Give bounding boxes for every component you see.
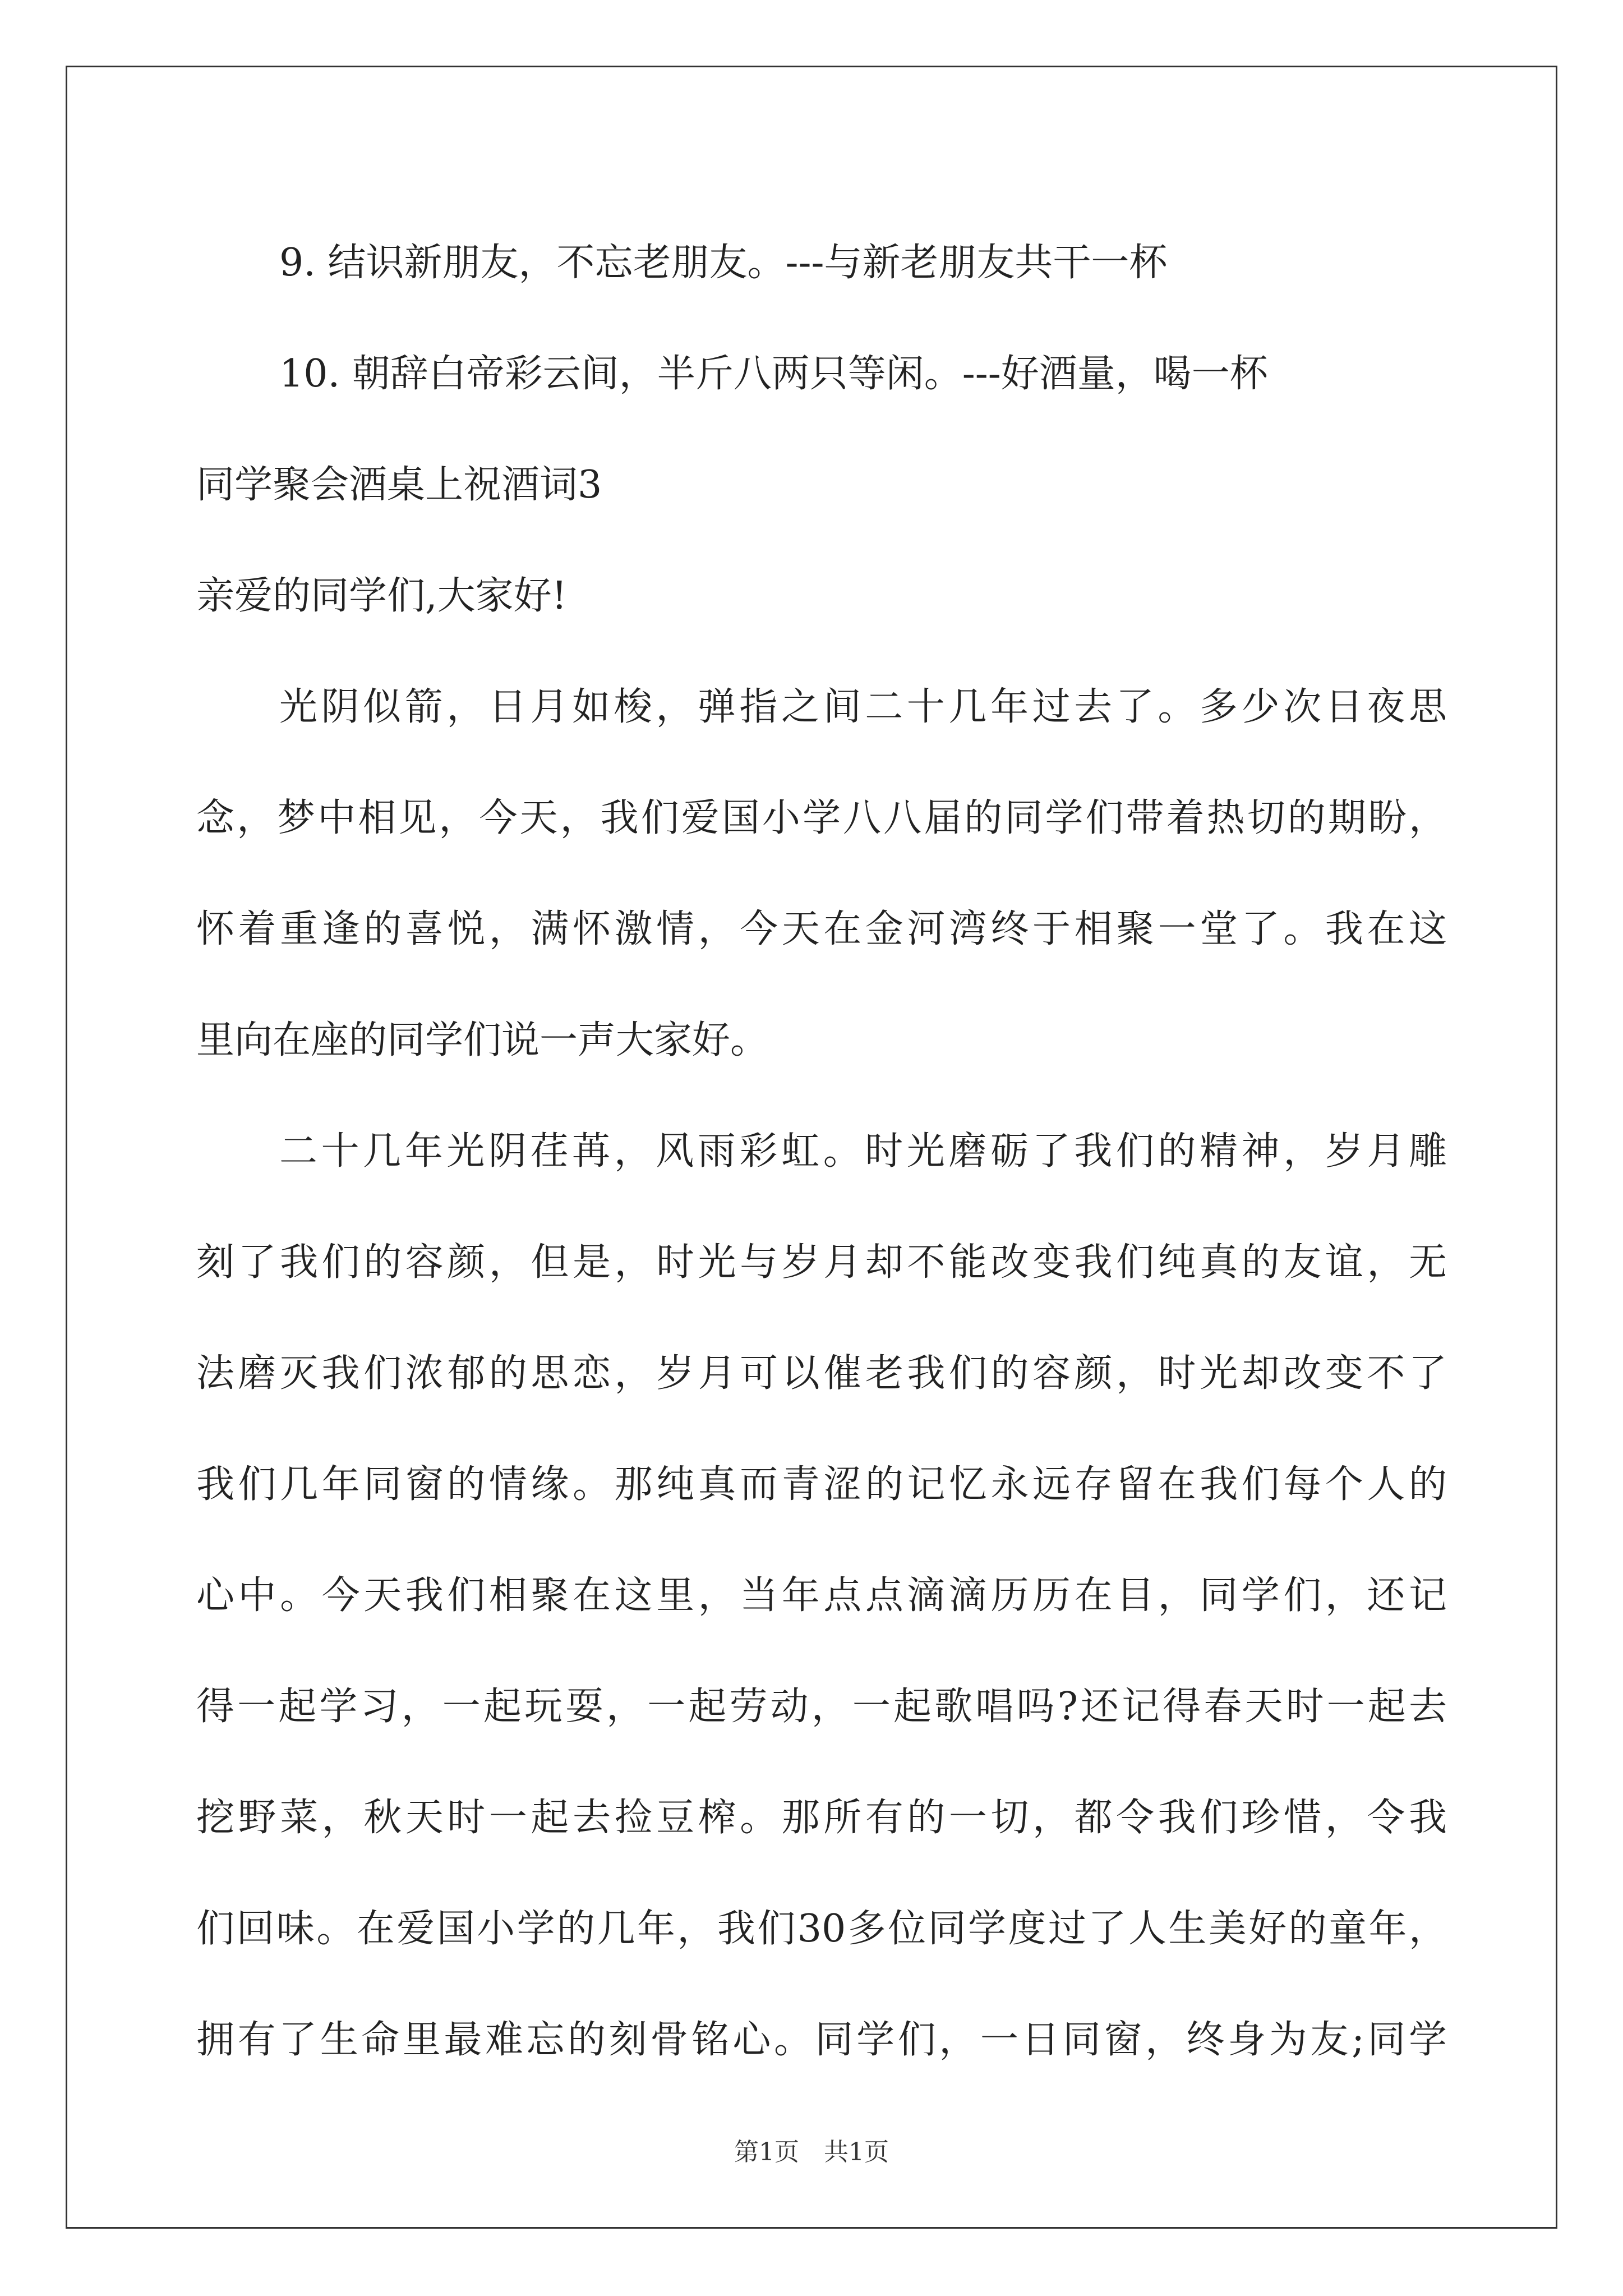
list-item-10: 10. 朝辞白帝彩云间，半斤八两只等闲。---好酒量，喝一杯 bbox=[279, 352, 1268, 396]
paragraph-1-line-3: 怀着重逢的喜悦，满怀激情，今天在金河湾终于相聚一堂了。我在这 bbox=[196, 907, 1447, 951]
document-body bbox=[196, 208, 1447, 2096]
list-item-9: 9. 结识新朋友，不忘老朋友。---与新老朋友共干一杯 bbox=[279, 241, 1168, 285]
paragraph-1-line-1: 光阴似箭，日月如梭，弹指之间二十几年过去了。多少次日夜思 bbox=[279, 685, 1447, 729]
paragraph-2-line-2: 刻了我们的容颜，但是，时光与岁月却不能改变我们纯真的友谊，无 bbox=[196, 1240, 1447, 1285]
paragraph-2-line-3: 法磨灭我们浓郁的思恋，岁月可以催老我们的容颜，时光却改变不了 bbox=[196, 1351, 1447, 1396]
paragraph-2-line-6: 得一起学习，一起玩耍，一起劳动，一起歌唱吗?还记得春天时一起去 bbox=[196, 1685, 1447, 1729]
page-footer: 第1页 共1页 bbox=[734, 2138, 889, 2166]
paragraph-2-line-7: 挖野菜，秋天时一起去捡豆榨。那所有的一切，都令我们珍惜，令我 bbox=[196, 1796, 1447, 1840]
paragraph-1-line-4: 里向在座的同学们说一声大家好。 bbox=[196, 1018, 769, 1062]
paragraph-2-line-1: 二十几年光阴荏苒，风雨彩虹。时光磨砺了我们的精神，岁月雕 bbox=[279, 1129, 1447, 1174]
paragraph-2-line-5: 心中。今天我们相聚在这里，当年点点滴滴历历在目，同学们，还记 bbox=[196, 1573, 1447, 1618]
paragraph-2-line-8: 们回味。在爱国小学的几年，我们30多位同学度过了人生美好的童年， bbox=[196, 1907, 1447, 1951]
section-heading: 同学聚会酒桌上祝酒词3 bbox=[196, 463, 602, 507]
paragraph-2-line-9: 拥有了生命里最难忘的刻骨铭心。同学们，一日同窗，终身为友;同学 bbox=[196, 2018, 1447, 2062]
paragraph-1-line-2: 念，梦中相见，今天，我们爱国小学八八届的同学们带着热切的期盼， bbox=[196, 796, 1447, 840]
paragraph-2-line-4: 我们几年同窗的情缘。那纯真而青涩的记忆永远存留在我们每个人的 bbox=[196, 1462, 1447, 1507]
greeting-line: 亲爱的同学们,大家好! bbox=[196, 574, 567, 618]
